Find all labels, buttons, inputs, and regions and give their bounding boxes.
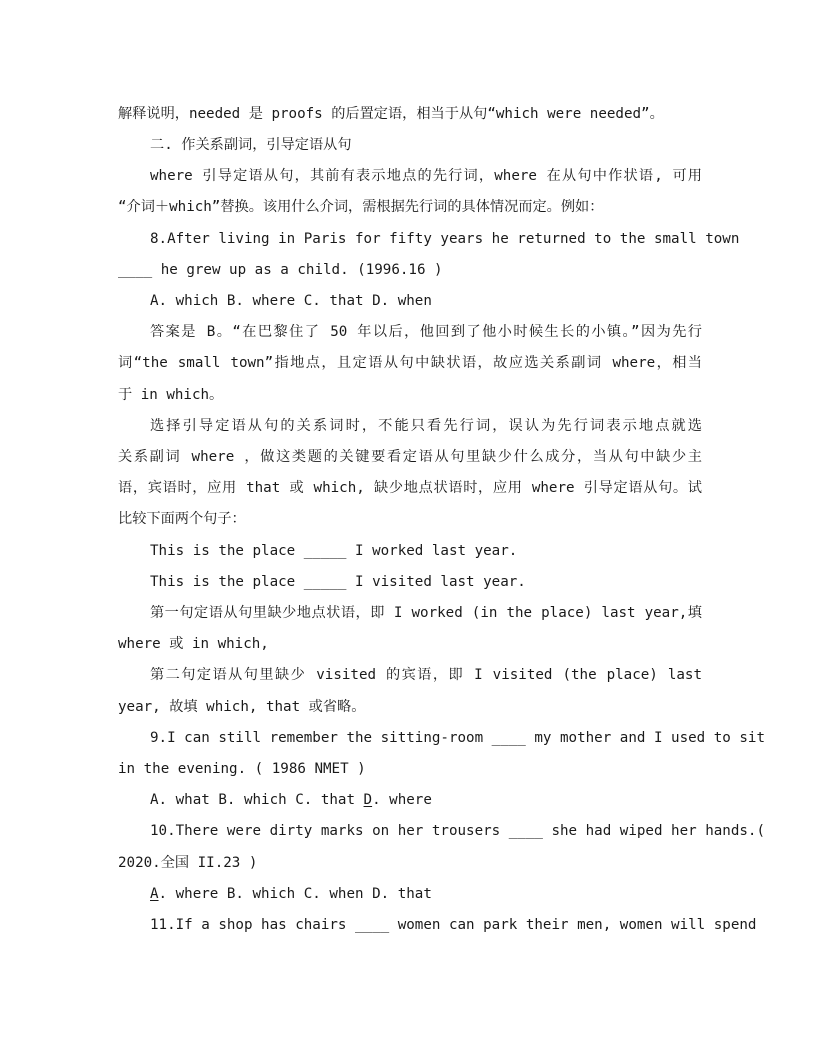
question-9-stem-cont: in the evening. ( 1986 NMET ) bbox=[118, 761, 366, 777]
text-line: 选择引导定语从句的关系词时，不能只看先行词，误认为先行词表示地点就选 bbox=[150, 418, 702, 434]
text-line: 比较下面两个句子： bbox=[118, 511, 246, 527]
q10-options-post: . where B. which C. when D. that bbox=[158, 886, 432, 902]
text-line: year, 故填 which, that 或省略。 bbox=[118, 699, 366, 715]
example-sentence-2: This is the place _____ I visited last year. bbox=[150, 574, 526, 590]
section-heading: 二. 作关系副词，引导定语从句 bbox=[150, 137, 352, 153]
answer-explanation: 答案是 B。“在巴黎住了 50 年以后，他回到了他小时候生长的小镇。”因为先行 bbox=[150, 324, 702, 340]
question-8-stem: 8.After living in Paris for fifty years he returned to the small town bbox=[150, 231, 740, 247]
question-10-stem-cont: 2020.全国 II.23 ) bbox=[118, 855, 258, 871]
question-10-options bbox=[150, 884, 702, 904]
q10-answer-letter: A bbox=[150, 886, 159, 902]
question-11-stem: 11.If a shop has chairs ____ women can park their men, women will spend bbox=[150, 917, 757, 933]
q9-options-post: . where bbox=[372, 792, 432, 808]
question-8-stem-cont: ____ he grew up as a child. (1996.16 ) bbox=[118, 262, 443, 278]
text-line: 第二句定语从句里缺少 visited 的宾语，即 I visited (the place) last bbox=[150, 667, 702, 683]
text-line: 关系副词 where ，做这类题的关键要看定语从句里缺少什么成分，当从句中缺少主 bbox=[118, 449, 702, 465]
question-9-stem: 9.I can still remember the sitting-room ____ my mother and I used to sit bbox=[150, 730, 765, 746]
text-line: 第一句定语从句里缺少地点状语，即 I worked (in the place) last year,填 bbox=[150, 605, 702, 621]
answer-explanation-cont: 词“the small town”指地点，且定语从句中缺状语，故应选关系副词 where，相当 bbox=[118, 355, 702, 371]
question-8-options: A. which B. where C. that D. when bbox=[150, 293, 432, 309]
text-line: 语，宾语时，应用 that 或 which, 缺少地点状语时，应用 where 引导定语从句。试 bbox=[118, 480, 702, 496]
text-line: where 或 in which, bbox=[118, 636, 269, 652]
text-line: where 引导定语从句，其前有表示地点的先行词，where 在从句中作状语, 可用 bbox=[150, 168, 702, 184]
question-9-options bbox=[150, 790, 702, 810]
answer-explanation-cont: 于 in which。 bbox=[118, 387, 224, 403]
q9-options-pre: A. what B. which C. that bbox=[150, 792, 364, 808]
q9-answer-letter: D bbox=[363, 792, 373, 808]
text-line-explanation: 解释说明，needed 是 proofs 的后置定语，相当于从句“which were needed”。 bbox=[118, 106, 664, 122]
example-sentence-1: This is the place _____ I worked last year. bbox=[150, 543, 518, 559]
text-line: “介词＋which”替换。该用什么介词，需根据先行词的具体情况而定。例如： bbox=[118, 199, 604, 215]
question-10-stem: 10.There were dirty marks on her trousers ____ she had wiped her hands.( bbox=[150, 823, 765, 839]
